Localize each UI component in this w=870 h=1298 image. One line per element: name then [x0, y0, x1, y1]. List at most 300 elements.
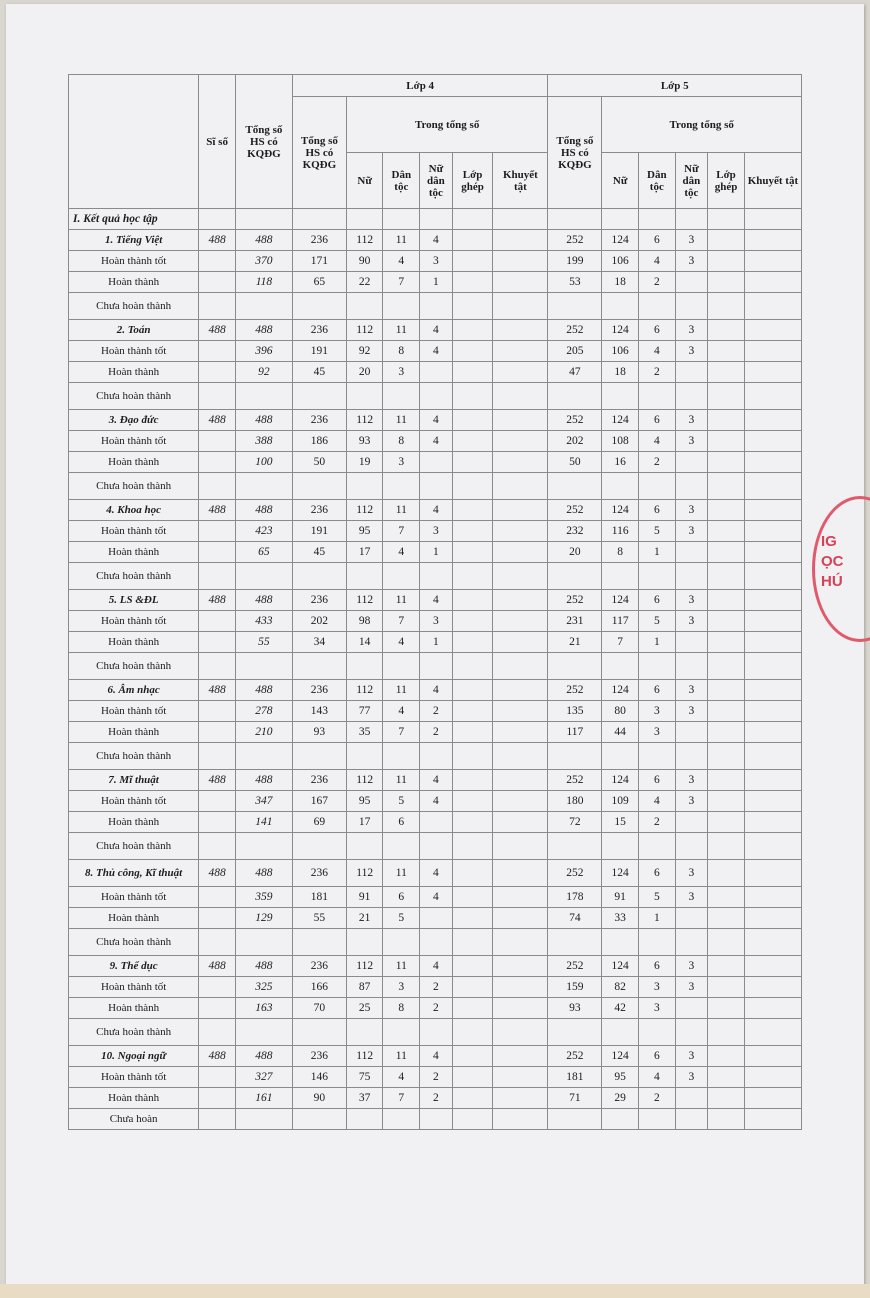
lop4-value [493, 632, 548, 653]
lop4-value: 95 [346, 791, 383, 812]
section-title: I. Kết quả học tập [69, 209, 199, 230]
total-value [235, 1109, 292, 1130]
result-row [69, 473, 802, 500]
lop4-value [346, 929, 383, 956]
lop5-value [744, 272, 801, 293]
result-label: Chưa hoàn [69, 1109, 199, 1130]
total-value: 118 [235, 272, 292, 293]
result-label: Hoàn thành [69, 272, 199, 293]
si-so-empty [199, 887, 236, 908]
lop4-value [493, 812, 548, 833]
lop5-value: 20 [548, 542, 602, 563]
lop4-value: 112 [346, 500, 383, 521]
lop4-value [493, 341, 548, 362]
lop4-value [493, 791, 548, 812]
lop5-value [639, 653, 676, 680]
lop5-value: 3 [675, 1046, 708, 1067]
total-value: 488 [235, 230, 292, 251]
lop5-value [744, 590, 801, 611]
lop4-value [452, 563, 493, 590]
lop4-value: 7 [383, 722, 420, 743]
lop5-value [675, 998, 708, 1019]
lop5-value [675, 272, 708, 293]
lop5-value [708, 812, 745, 833]
result-label: Hoàn thành tốt [69, 341, 199, 362]
result-label: Hoàn thành [69, 812, 199, 833]
lop5-value [744, 383, 801, 410]
lop5-value [675, 833, 708, 860]
lop5-value: 74 [548, 908, 602, 929]
lop4-value: 4 [420, 590, 453, 611]
result-row [69, 383, 802, 410]
si-so-empty [199, 272, 236, 293]
result-label: Hoàn thành tốt [69, 611, 199, 632]
lop5-value: 82 [602, 977, 639, 998]
lop5-value [639, 383, 676, 410]
si-so-empty [199, 362, 236, 383]
lop4-value: 87 [346, 977, 383, 998]
header-lop4: Lớp 4 [292, 75, 548, 97]
si-so-value: 488 [199, 320, 236, 341]
lop4-value [452, 230, 493, 251]
lop4-value [452, 977, 493, 998]
lop4-value [452, 812, 493, 833]
lop4-value [420, 908, 453, 929]
lop5-value: 6 [639, 590, 676, 611]
stamp-text-3: HÚ [821, 573, 843, 590]
lop5-value [639, 293, 676, 320]
si-so-value: 488 [199, 956, 236, 977]
lop4-value: 8 [383, 431, 420, 452]
lop4-value: 4 [420, 500, 453, 521]
lop4-value: 4 [420, 320, 453, 341]
stamp-text-2: ỌC [821, 553, 844, 570]
lop4-value [383, 563, 420, 590]
lop5-value: 2 [639, 452, 676, 473]
lop4-value: 11 [383, 680, 420, 701]
result-label: Hoàn thành tốt [69, 887, 199, 908]
result-row [69, 1019, 802, 1046]
lop5-value: 6 [639, 230, 676, 251]
lop4-value: 8 [383, 998, 420, 1019]
header-l4-lop-ghep: Lớp ghép [452, 153, 493, 209]
lop4-value [292, 383, 346, 410]
lop5-value [708, 1109, 745, 1130]
lop4-value [493, 770, 548, 791]
lop5-value [744, 929, 801, 956]
lop5-value [675, 908, 708, 929]
lop5-value: 6 [639, 860, 676, 887]
lop5-value [744, 812, 801, 833]
lop4-value [420, 812, 453, 833]
lop4-value [493, 1088, 548, 1109]
lop5-value [744, 500, 801, 521]
lop4-value: 2 [420, 722, 453, 743]
lop5-value [675, 452, 708, 473]
lop4-value [452, 542, 493, 563]
lop5-value: 3 [639, 722, 676, 743]
lop5-value [744, 701, 801, 722]
lop5-value: 4 [639, 791, 676, 812]
lop5-value [548, 833, 602, 860]
total-value: 488 [235, 320, 292, 341]
lop5-value [708, 251, 745, 272]
lop5-value [744, 251, 801, 272]
lop5-value: 2 [639, 272, 676, 293]
lop4-value [452, 251, 493, 272]
lop5-value: 3 [675, 251, 708, 272]
lop4-value: 3 [383, 977, 420, 998]
si-so-empty [199, 1019, 236, 1046]
lop5-value [744, 977, 801, 998]
subject-name: 3. Đạo đức [69, 410, 199, 431]
lop5-value [675, 929, 708, 956]
lop4-value: 112 [346, 956, 383, 977]
corner-header [69, 75, 199, 209]
lop5-value: 108 [602, 431, 639, 452]
si-so-empty [199, 542, 236, 563]
result-label: Chưa hoàn thành [69, 833, 199, 860]
lop5-value: 232 [548, 521, 602, 542]
lop5-value: 252 [548, 230, 602, 251]
subject-row [69, 500, 802, 521]
lop5-value: 5 [639, 887, 676, 908]
lop5-value [708, 929, 745, 956]
lop4-value: 236 [292, 590, 346, 611]
header-l5-lop-ghep: Lớp ghép [708, 153, 745, 209]
si-so-empty [199, 722, 236, 743]
lop5-value: 252 [548, 500, 602, 521]
lop5-value: 3 [675, 230, 708, 251]
lop5-value [708, 977, 745, 998]
lop4-value: 191 [292, 341, 346, 362]
lop4-value [383, 929, 420, 956]
lop5-value [675, 1019, 708, 1046]
lop4-value [383, 833, 420, 860]
lop4-value [346, 293, 383, 320]
result-row [69, 521, 802, 542]
lop4-value [420, 563, 453, 590]
lop4-value: 69 [292, 812, 346, 833]
lop4-value: 3 [420, 521, 453, 542]
lop4-value: 112 [346, 590, 383, 611]
lop5-value [602, 383, 639, 410]
lop5-value: 6 [639, 680, 676, 701]
desk-surface [0, 1284, 870, 1298]
lop5-value [675, 563, 708, 590]
lop4-value [292, 653, 346, 680]
lop4-value [383, 383, 420, 410]
result-label: Hoàn thành tốt [69, 521, 199, 542]
result-row [69, 1109, 802, 1130]
lop5-value [744, 998, 801, 1019]
lop4-value: 3 [420, 611, 453, 632]
lop5-value [602, 1109, 639, 1130]
lop4-value [493, 590, 548, 611]
lop5-value [744, 632, 801, 653]
lop5-value: 95 [602, 1067, 639, 1088]
lop5-value [708, 293, 745, 320]
result-row [69, 977, 802, 998]
lop4-value [493, 701, 548, 722]
lop4-value: 236 [292, 410, 346, 431]
lop5-value [708, 1067, 745, 1088]
lop4-value [493, 860, 548, 887]
lop4-value: 4 [420, 431, 453, 452]
lop4-value: 55 [292, 908, 346, 929]
header-l4-nu-dan-toc: Nữ dân tộc [420, 153, 453, 209]
lop4-value: 4 [420, 341, 453, 362]
lop4-value: 50 [292, 452, 346, 473]
lop5-value: 3 [675, 320, 708, 341]
lop5-value: 15 [602, 812, 639, 833]
lop4-value: 11 [383, 860, 420, 887]
total-value: 488 [235, 1046, 292, 1067]
lop4-value [346, 743, 383, 770]
result-row [69, 1088, 802, 1109]
lop5-value [744, 611, 801, 632]
lop5-value: 2 [639, 812, 676, 833]
si-so-empty [199, 1088, 236, 1109]
lop4-value: 5 [383, 908, 420, 929]
lop4-value: 202 [292, 611, 346, 632]
lop4-value: 112 [346, 1046, 383, 1067]
header-lop5-trong-tong-so: Trong tổng số [602, 97, 802, 153]
result-row [69, 908, 802, 929]
lop5-value: 124 [602, 230, 639, 251]
header-l4-khuyet-tat: Khuyết tật [493, 153, 548, 209]
result-row [69, 431, 802, 452]
result-row [69, 251, 802, 272]
lop5-value [744, 908, 801, 929]
lop4-value: 65 [292, 272, 346, 293]
subject-name: 8. Thủ công, Kĩ thuật [69, 860, 199, 887]
lop5-value [708, 743, 745, 770]
lop5-value [708, 590, 745, 611]
lop5-value [708, 770, 745, 791]
lop5-value [744, 521, 801, 542]
lop5-value [675, 722, 708, 743]
result-label: Hoàn thành [69, 542, 199, 563]
result-row [69, 653, 802, 680]
subject-row [69, 230, 802, 251]
lop5-value: 252 [548, 860, 602, 887]
lop5-value [675, 383, 708, 410]
lop5-value: 3 [675, 887, 708, 908]
lop4-value: 236 [292, 770, 346, 791]
lop5-value: 2 [639, 362, 676, 383]
lop5-value: 124 [602, 410, 639, 431]
lop5-value: 202 [548, 431, 602, 452]
lop5-value [639, 473, 676, 500]
lop4-value: 7 [383, 1088, 420, 1109]
lop4-value [452, 1109, 493, 1130]
result-label: Chưa hoàn thành [69, 473, 199, 500]
total-value [235, 293, 292, 320]
lop4-value [420, 929, 453, 956]
lop4-value: 25 [346, 998, 383, 1019]
lop5-value [675, 473, 708, 500]
lop5-value: 44 [602, 722, 639, 743]
lop4-value [383, 653, 420, 680]
result-label: Hoàn thành [69, 632, 199, 653]
lop4-value [292, 743, 346, 770]
total-value: 325 [235, 977, 292, 998]
lop5-value [708, 362, 745, 383]
lop5-value [675, 293, 708, 320]
lop5-value: 124 [602, 770, 639, 791]
lop4-value [493, 320, 548, 341]
lop4-value: 2 [420, 977, 453, 998]
result-label: Hoàn thành tốt [69, 251, 199, 272]
header-si-so: Sĩ số [199, 75, 236, 209]
lop5-value [548, 293, 602, 320]
lop5-value: 252 [548, 680, 602, 701]
lop4-value [493, 908, 548, 929]
subject-row [69, 410, 802, 431]
lop5-value [744, 293, 801, 320]
lop5-value: 231 [548, 611, 602, 632]
result-row [69, 542, 802, 563]
total-value: 488 [235, 770, 292, 791]
header-l5-nu: Nữ [602, 153, 639, 209]
lop4-value: 77 [346, 701, 383, 722]
si-so-value: 488 [199, 860, 236, 887]
lop4-value [452, 341, 493, 362]
lop5-value: 3 [675, 860, 708, 887]
lop4-value [452, 1019, 493, 1046]
result-row [69, 341, 802, 362]
total-value: 163 [235, 998, 292, 1019]
lop5-value: 72 [548, 812, 602, 833]
lop4-value: 4 [420, 887, 453, 908]
subject-name: 4. Khoa học [69, 500, 199, 521]
lop4-value [383, 1019, 420, 1046]
lop4-value: 112 [346, 320, 383, 341]
lop4-value [346, 833, 383, 860]
lop5-value: 4 [639, 1067, 676, 1088]
lop5-value: 181 [548, 1067, 602, 1088]
total-value [235, 833, 292, 860]
lop4-value [346, 383, 383, 410]
result-row [69, 791, 802, 812]
lop5-value [744, 743, 801, 770]
subject-row [69, 1046, 802, 1067]
total-value: 100 [235, 452, 292, 473]
lop4-value: 7 [383, 521, 420, 542]
header-l5-khuyet-tat: Khuyết tật [744, 153, 801, 209]
lop4-value: 3 [383, 362, 420, 383]
si-so-empty [199, 431, 236, 452]
lop4-value: 4 [383, 251, 420, 272]
lop4-value: 34 [292, 632, 346, 653]
lop4-value: 4 [383, 632, 420, 653]
total-value: 347 [235, 791, 292, 812]
result-row [69, 1067, 802, 1088]
lop5-value: 4 [639, 251, 676, 272]
lop4-value: 1 [420, 632, 453, 653]
lop4-value [383, 293, 420, 320]
result-row [69, 611, 802, 632]
lop4-value: 90 [292, 1088, 346, 1109]
lop4-value: 22 [346, 272, 383, 293]
total-value: 55 [235, 632, 292, 653]
lop5-value: 252 [548, 590, 602, 611]
lop5-value: 6 [639, 320, 676, 341]
lop4-value: 11 [383, 770, 420, 791]
result-row [69, 563, 802, 590]
lop4-value [452, 632, 493, 653]
total-value: 92 [235, 362, 292, 383]
total-value: 161 [235, 1088, 292, 1109]
lop4-value [493, 293, 548, 320]
lop5-value: 6 [639, 500, 676, 521]
result-label: Hoàn thành [69, 452, 199, 473]
lop4-value [420, 362, 453, 383]
lop4-value: 17 [346, 812, 383, 833]
lop5-value: 178 [548, 887, 602, 908]
si-so-empty [199, 812, 236, 833]
lop4-value [493, 653, 548, 680]
result-label: Hoàn thành [69, 998, 199, 1019]
lop5-value: 3 [675, 341, 708, 362]
lop5-value [744, 1046, 801, 1067]
lop5-value [744, 1088, 801, 1109]
lop5-value: 135 [548, 701, 602, 722]
lop4-value: 4 [420, 770, 453, 791]
lop5-value: 6 [639, 956, 676, 977]
lop4-value [493, 833, 548, 860]
lop4-value [346, 473, 383, 500]
lop5-value [602, 929, 639, 956]
si-so-empty [199, 977, 236, 998]
lop4-value [346, 563, 383, 590]
lop5-value [548, 563, 602, 590]
lop5-value [708, 452, 745, 473]
result-label: Hoàn thành [69, 362, 199, 383]
lop4-value [493, 563, 548, 590]
result-row [69, 722, 802, 743]
lop5-value [708, 230, 745, 251]
lop5-value [708, 956, 745, 977]
si-so-value: 488 [199, 230, 236, 251]
lop4-value: 112 [346, 230, 383, 251]
lop4-value [346, 1019, 383, 1046]
lop4-value: 2 [420, 998, 453, 1019]
lop4-value: 45 [292, 542, 346, 563]
lop5-value: 6 [639, 1046, 676, 1067]
lop5-value: 117 [548, 722, 602, 743]
lop5-value [602, 473, 639, 500]
lop5-value [548, 473, 602, 500]
result-label: Hoàn thành [69, 1088, 199, 1109]
lop5-value: 3 [675, 500, 708, 521]
lop4-value: 8 [383, 341, 420, 362]
lop5-value: 124 [602, 500, 639, 521]
lop4-value [292, 473, 346, 500]
lop4-value [452, 653, 493, 680]
lop5-value [548, 383, 602, 410]
subject-row [69, 770, 802, 791]
lop4-value: 91 [346, 887, 383, 908]
lop5-value: 3 [675, 611, 708, 632]
lop4-value: 3 [383, 452, 420, 473]
lop5-value [744, 653, 801, 680]
lop4-value [420, 1019, 453, 1046]
lop4-value: 3 [420, 251, 453, 272]
results-table [68, 74, 802, 1130]
lop4-value [493, 998, 548, 1019]
